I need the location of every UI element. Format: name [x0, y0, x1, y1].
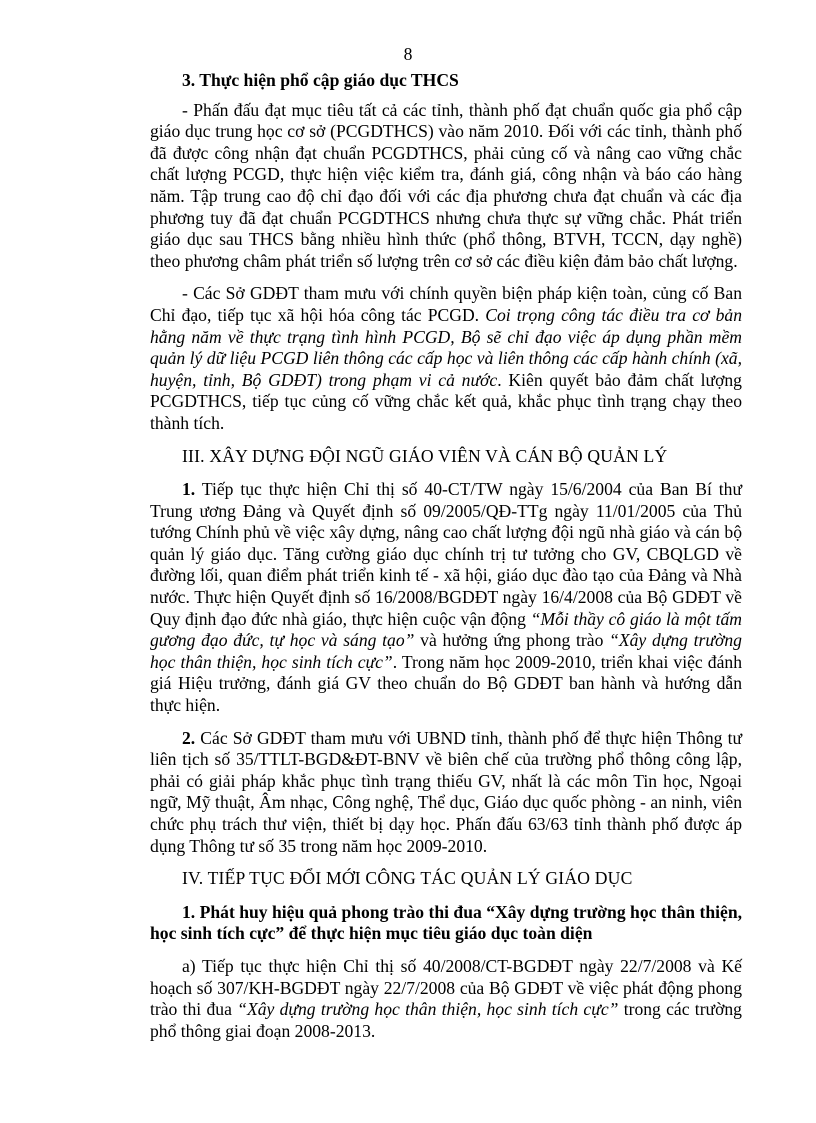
- text-run: Tiếp tục thực hiện Chỉ thị số 40-CT/TW ngày 15/6/2004 của Ban Bí thư Trung ương Đảng và Quyết định số 09/2005/QĐ-TTg ngày 11/01/2005 của Thủ tướng Chính phủ về việc xây dựng, nâng cao chất lượng đội ngũ nhà giáo và cán bộ quản lý giáo dục. Tăng cường giáo dục chính trị tư tưởng cho GV, CBQLGD về đường lối, quan điểm phát triển kinh tế - xã hội, giáo dục đào tạo của Đảng và Nhà nước. Thực hiện Quyết định số 16/2008/BGDĐT ngày 16/4/2008 của Bộ GDĐT về Quy định đạo đức nhà giáo, thực hiện cuộc vận động: [150, 479, 742, 629]
- text-run: trong các trường phổ thông giai đoạn 2008-2013.: [150, 999, 742, 1041]
- section-iv-heading: IV. TIẾP TỤC ĐỔI MỚI CÔNG TÁC QUẢN LÝ GIÁO DỤC: [182, 868, 633, 889]
- section-iii-heading: III. XÂY DỰNG ĐỘI NGŨ GIÁO VIÊN VÀ CÁN BỘ QUẢN LÝ: [182, 445, 668, 466]
- text-run: . Kiên quyết bảo đảm chất lượng PCGDTHCS, tiếp tục củng cố vững chắc kết quả, khắc phục tình trạng chạy theo thành tích.: [150, 369, 742, 433]
- page-content: [150, 70, 742, 1042]
- section-3-paragraph-2: [150, 283, 742, 434]
- section-iii-paragraph-1: [150, 479, 742, 717]
- page-number: 8: [403, 44, 413, 64]
- item-number: 1.: [182, 479, 196, 500]
- italic-text-run: “Xây dựng trường học thân thiện, học sinh tích cực”: [150, 630, 742, 672]
- text-run: và hưởng ứng phong trào: [414, 630, 610, 651]
- section-3-paragraph-1: - Phấn đấu đạt mục tiêu tất cả các tỉnh, thành phố đạt chuẩn quốc gia phổ cập giáo dục trung học cơ sở (PCGDTHCS) vào năm 2010. Đối với các tỉnh, thành phố đã được công nhận đạt chuẩn PCGDTHCS, phải củng cố và nâng cao vững chắc chất lượng PCGD, thực hiện việc kiểm tra, đánh giá, công nhận và báo cáo hàng năm. Tập trung cao độ chỉ đạo đối với các địa phương chưa đạt chuẩn và các địa phương tuy đã đạt chuẩn PCGDTHCS nhưng chưa thực sự vững chắc. Phát triển giáo dục sau THCS bằng nhiều hình thức (phổ thông, BTVH, TCCN, dạy nghề) theo phương châm phát triển số lượng trên cơ sở các điều kiện đảm bảo chất lượng.: [150, 99, 742, 271]
- text-run: Các Sở GDĐT tham mưu với UBND tỉnh, thành phố để thực hiện Thông tư liên tịch số 35/TTLT-BGD&ĐT-BNV về biên chế của trường phổ thông công lập, phải có giải pháp khắc phục tình trạng thiếu GV, nhất là các môn Tin học, Ngoại ngữ, Mỹ thuật, Âm nhạc, Công nghệ, Thể dục, Giáo dục quốc phòng - an ninh, viên chức phụ trách thư viện, thiết bị dạy học. Phấn đấu 63/63 tỉnh thành phố được áp dụng Thông tư số 35 trong năm học 2009-2010.: [150, 727, 742, 856]
- text-run: . Trong năm học 2009-2010, triển khai việc đánh giá Hiệu trưởng, đánh giá GV theo chuẩn do Bộ GDĐT ban hành và hướng dẫn thực hiện.: [150, 651, 742, 716]
- item-number: 2.: [182, 727, 196, 748]
- italic-text-run: “Xây dựng trường học thân thiện, học sinh tích cực”: [237, 999, 619, 1020]
- italic-text-run: Coi trọng công tác điều tra cơ bản hằng năm về thực trạng tình hình PCGD, Bộ sẽ chỉ đạo việc áp dụng phần mềm quản lý dữ liệu PCGD liên thông các cấp học và liên thông các cấp hành chính (xã, huyện, tỉnh, Bộ GDĐT) trong phạm vi cả nước: [150, 304, 742, 390]
- text-run: - Các Sở GDĐT tham mưu với chính quyền biện pháp kiện toàn, củng cố Ban Chỉ đạo, tiếp tục xã hội hóa công tác PCGD.: [150, 283, 742, 325]
- section-iii-paragraph-2: [150, 728, 742, 858]
- italic-text-run: “Mỗi thầy cô giáo là một tấm gương đạo đức, tự học và sáng tạo”: [150, 608, 742, 651]
- text-run: a) Tiếp tục thực hiện Chỉ thị số 40/2008/CT-BGDĐT ngày 22/7/2008 và Kế hoạch số 307/KH-BGDĐT ngày 22/7/2008 của Bộ GDĐT về việc phát động phong trào thi đua: [150, 955, 742, 1020]
- section-3-heading: 3. Thực hiện phổ cập giáo dục THCS: [182, 70, 459, 90]
- section-iv-paragraph-a: [150, 956, 742, 1042]
- section-iv-subheading-1: 1. Phát huy hiệu quả phong trào thi đua “Xây dựng trường học thân thiện, học sinh tích cực” để thực hiện mục tiêu giáo dục toàn diện: [150, 901, 742, 944]
